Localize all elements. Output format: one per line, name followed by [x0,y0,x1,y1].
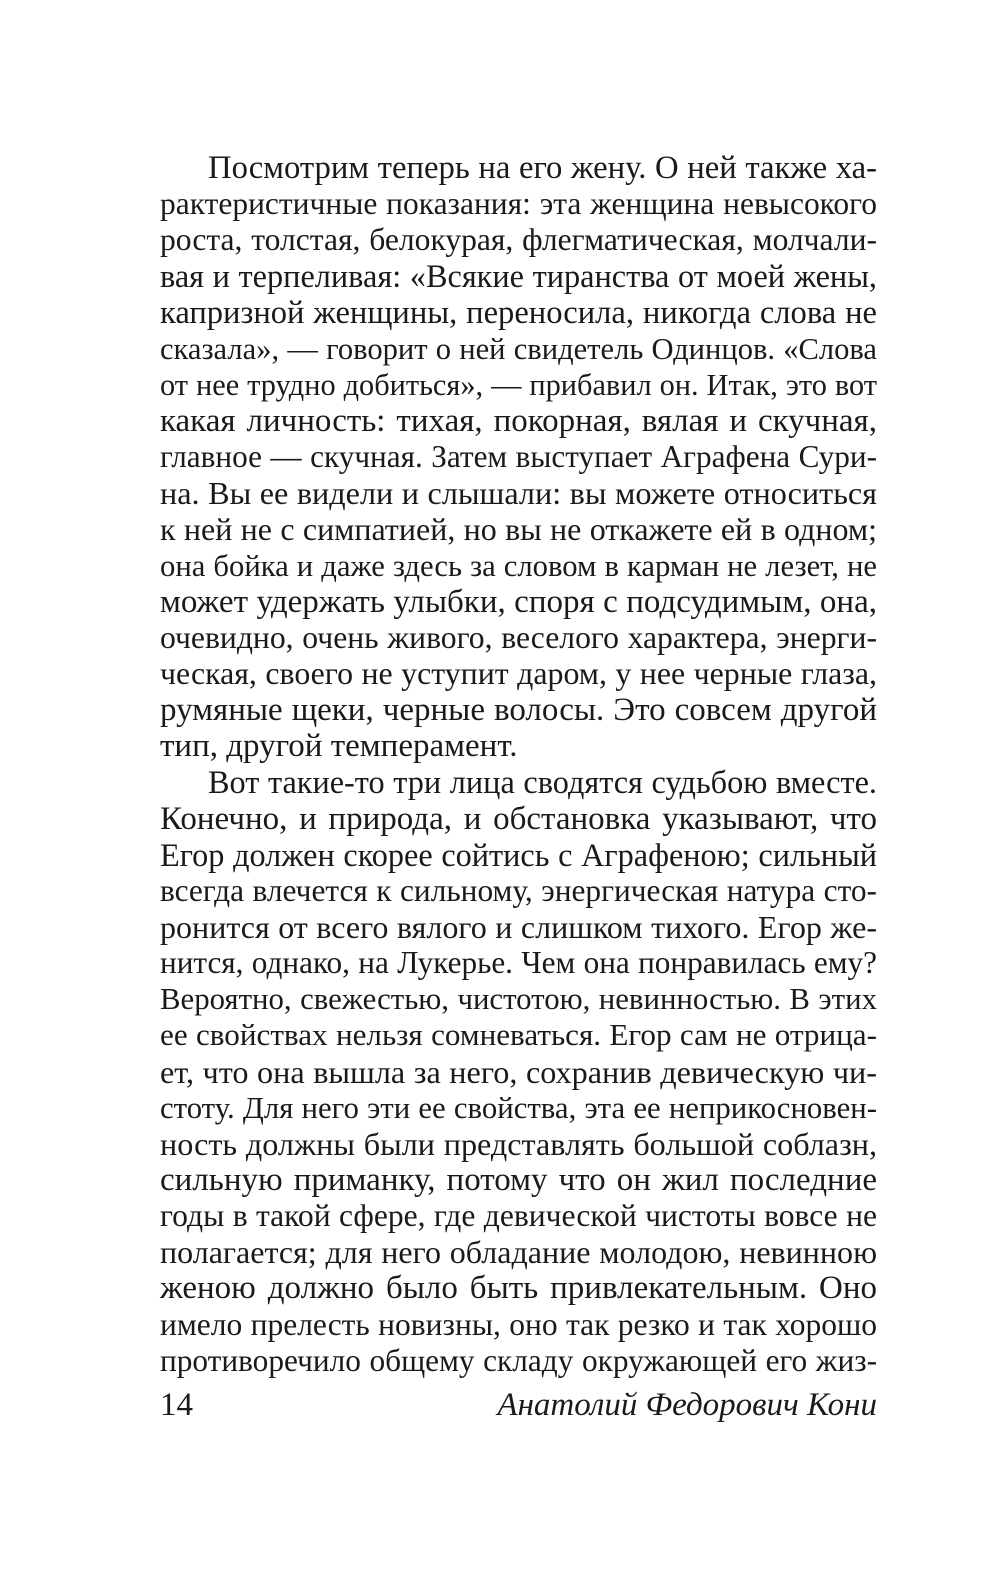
paragraph [160,764,877,1378]
paragraph [160,150,877,764]
text-line: сильную приманку, потому что он жил последние [160,1161,877,1198]
running-footer-author: Анатолий Федорович Кони [497,1387,877,1423]
text-line: ность должны были представлять большой соблазн, [160,1125,877,1162]
text-line: какая личность: тихая, покорная, вялая и скучная, [160,402,877,439]
text-line: на. Вы ее видели и слышали: вы можете относиться [160,475,877,512]
text-line: рактеристичные показания: эта женщина невысокого [160,186,877,222]
text-line: Посмотрим теперь на его жену. О ней также ха- [208,150,877,186]
text-line: она бойка и даже здесь за словом в карман не лезет, не [160,548,877,583]
text-line: Вот такие-то три лица сводятся судьбою вместе. [208,764,877,801]
text-line: очевидно, очень живого, веселого характера, энерги- [160,619,877,655]
text-line: ее свойствах нельзя сомневаться. Егор сам не отрица- [160,1017,877,1053]
text-line: тип, другой темперамент. [160,728,518,765]
text-line: главное — скучная. Затем выступает Аграфена Сури- [160,439,877,475]
text-line: может удержать улыбки, споря с подсудимым, она, [160,583,877,620]
text-line: сказала», — говорит о ней свидетель Одинцов. «Слова [160,331,877,366]
text-line: Вероятно, свежестью, чистотою, невинностью. В этих [160,982,877,1017]
text-line: нится, однако, на Лукерье. Чем она понравилась ему? [160,945,877,981]
text-line: ет, что она вышла за него, сохранив девическую чи- [160,1053,877,1090]
text-line: Конечно, и природа, и обстановка указывают, что [160,800,877,837]
text-line: роста, толстая, белокурая, флегматическая, молчали- [160,222,877,258]
text-line: ческая, своего не уступит даром, у нее черные глаза, [160,655,877,691]
text-line: от нее трудно добиться», — прибавил он. Итак, это вот [160,367,877,402]
text-line: годы в такой сфере, где девической чистоты вовсе не [160,1198,877,1234]
text-line: женою должно было быть привлекательным. Оно [160,1270,877,1307]
text-line: полагается; для него обладание молодою, невинною [160,1234,877,1271]
text-line: имело прелесть новизны, оно так резко и так хорошо [160,1306,877,1342]
text-line: ронится от всего вялого и слишком тихого. Егор же- [160,908,877,945]
text-line: капризной женщины, переносила, никогда слова не [160,294,877,331]
text-line: вая и терпеливая: «Всякие тиранства от моей жены, [160,258,877,295]
text-line: противоречило общему складу окружающей его жиз- [160,1342,877,1378]
text-line: к ней не с симпатией, но вы не откажете ей в одном; [160,511,877,548]
text-line: всегда влечется к сильному, энергическая натура сто- [160,872,877,908]
body-text [160,150,877,1379]
page-footer [160,1385,877,1425]
text-line: румяные щеки, черные волосы. Это совсем другой [160,692,877,729]
text-line: Егор должен скорее сойтись с Аграфеною; сильный [160,836,877,873]
text-line: стоту. Для него эти ее свойства, эта ее неприкосновен- [160,1090,877,1125]
page-number: 14 [160,1387,193,1423]
